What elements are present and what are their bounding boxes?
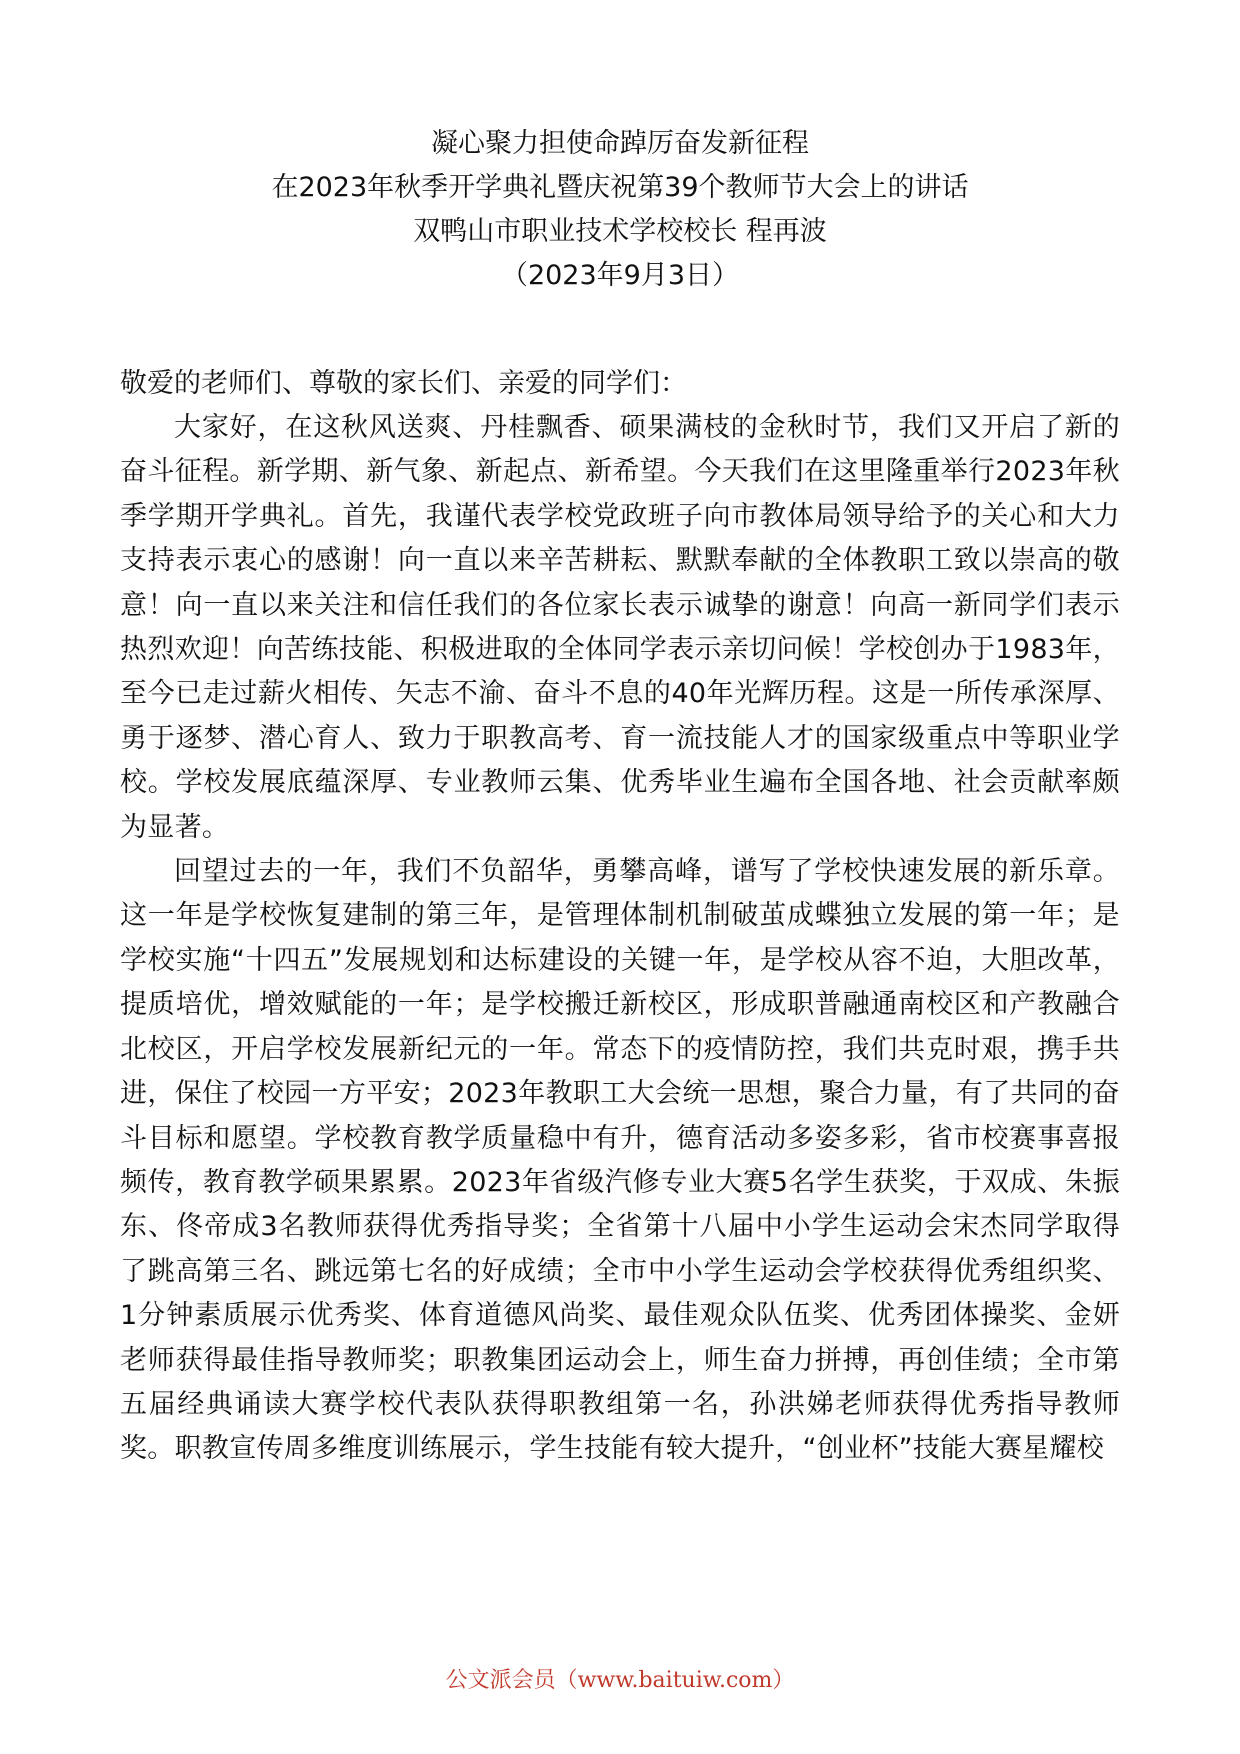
speaker-line: 双鸭山市职业技术学校校长 程再波 — [413, 216, 827, 247]
footer-watermark: 公文派会员（www.baituiw.com） — [445, 1668, 795, 1693]
paragraph-greeting: 大家好，在这秋风送爽、丹桂飘香、硕果满枝的金秋时节，我们又开启了新的奋斗征程。新学期、新气象、新起点、新希望。今天我们在这里隆重举行2023年秋季学期开学典礼。首先，我谨代表学校党政班子向市教体局领导给予的关心和大力支持表示衷心的感谢！向一直以来辛苦耕耘、默默奉献的全体教职工致以崇高的敬意！向一直以来关注和信任我们的各位家长表示诚挚的谢意！向高一新同学们表示热烈欢迎！向苦练技能、积极进取的全体同学表示亲切问候！学校创办于1983年，至今已走过薪火相传、矢志不渝、奋斗不息的40年光辉历程。这是一所传承深厚、勇于逐梦、潜心育人、致力于职教高考、育一流技能人才的国家级重点中等职业学校。学校发展底蕴深厚、专业教师云集、优秀毕业生遍布全国各地、社会贡献率颇为显著。 — [120, 412, 1120, 843]
paragraph-review: 回望过去的一年，我们不负韶华，勇攀高峰，谱写了学校快速发展的新乐章。这一年是学校恢复建制的第三年，是管理体制机制破茧成蝶独立发展的第一年；是学校实施“十四五”发展规划和达标建设的关键一年，是学校从容不迫，大胆改革，提质培优，增效赋能的一年；是学校搬迁新校区，形成职普融通南校区和产教融合北校区，开启学校发展新纪元的一年。常态下的疫情防控，我们共克时艰，携手共进，保住了校园一方平安；2023年教职工大会统一思想，聚合力量，有了共同的奋斗目标和愿望。学校教育教学质量稳中有升，德育活动多姿多彩，省市校赛事喜报频传，教育教学硕果累累。2023年省级汽修专业大赛5名学生获奖，于双成、朱振东、佟帝成3名教师获得优秀指导奖；全省第十八届中小学生运动会宋杰同学取得了跳高第三名、跳远第七名的好成绩；全市中小学生运动会学校获得优秀组织奖、1分钟素质展示优秀奖、体育道德风尚奖、最佳观众队伍奖、优秀团体操奖、金妍老师获得最佳指导教师奖；职教集团运动会上，师生奋力拼搏，再创佳绩；全市第五届经典诵读大赛学校代表队获得职教组第一名，孙洪娣老师获得优秀指导教师奖。职教宣传周多维度训练展示，学生技能有较大提升，“创业杯”技能大赛星耀校 — [120, 856, 1120, 1465]
document-header — [0, 122, 1240, 298]
speech-date: （2023年9月3日） — [500, 260, 740, 291]
document-title: 凝心聚力担使命踔厉奋发新征程 — [431, 128, 809, 159]
salutation: 敬爱的老师们、尊敬的家长们、亲爱的同学们： — [120, 368, 687, 399]
speech-body — [120, 362, 1120, 1472]
document-subtitle: 在2023年秋季开学典礼暨庆祝第39个教师节大会上的讲话 — [271, 172, 969, 203]
